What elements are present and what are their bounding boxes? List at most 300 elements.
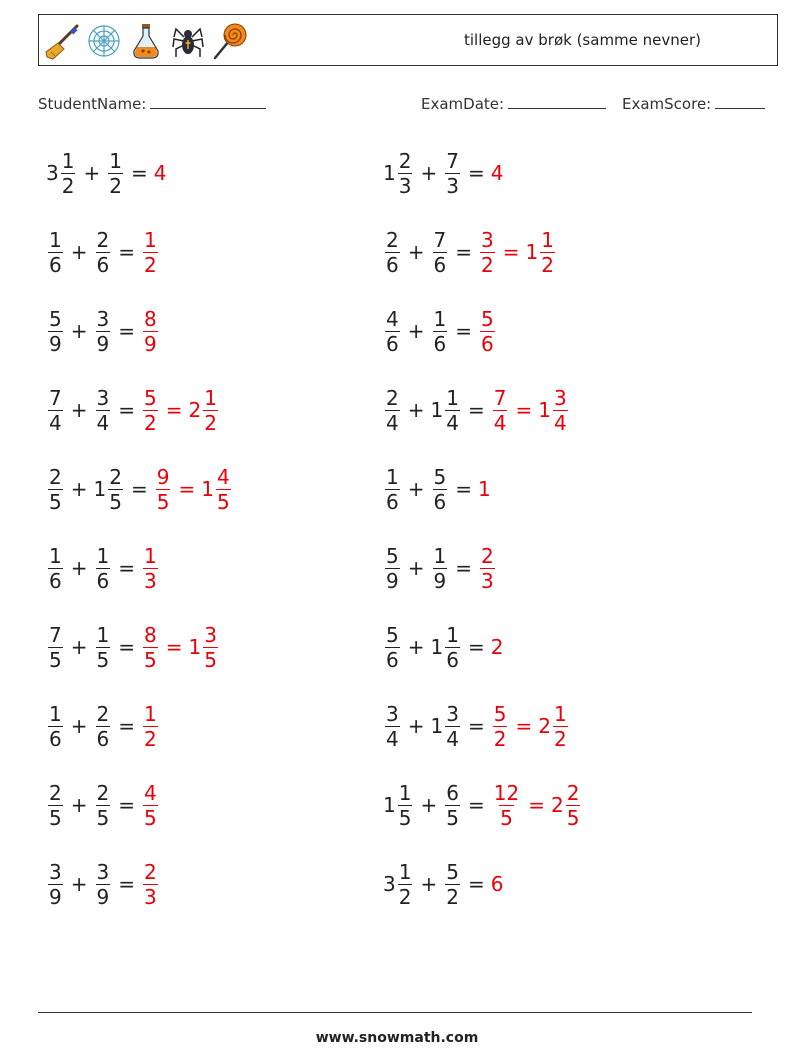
addend-a-denominator: 5 <box>49 489 62 514</box>
addend-a-denominator: 4 <box>49 410 62 435</box>
addend-a-numerator: 7 <box>49 385 62 410</box>
answer-part-denominator: 6 <box>481 331 494 356</box>
answer-part-denominator: 3 <box>144 568 157 593</box>
answer-part-fraction <box>493 781 520 830</box>
addend-a-denominator: 5 <box>49 647 62 672</box>
problem-row <box>46 380 220 440</box>
addend-a-numerator: 5 <box>386 622 399 647</box>
problem-row <box>383 380 570 440</box>
addend-b-denominator: 2 <box>446 884 459 909</box>
answer-equals-sign: = <box>515 398 533 422</box>
plus-sign: + <box>420 872 438 896</box>
addend-a-fraction <box>48 860 63 909</box>
answer-part-whole: 2 <box>538 714 551 738</box>
answer <box>478 228 557 277</box>
addend-a-fraction <box>385 702 400 751</box>
problem-row <box>383 222 557 282</box>
equals-sign: = <box>467 635 485 659</box>
problem-row <box>383 775 582 835</box>
addend-b-numerator: 7 <box>446 148 459 173</box>
addend-b-denominator: 5 <box>96 805 110 830</box>
problem-row <box>46 696 160 756</box>
problem-row <box>46 775 160 835</box>
equals-sign: = <box>467 872 485 896</box>
addend-b-fraction <box>445 623 460 672</box>
spiderweb-icon <box>86 21 122 61</box>
lollipop-icon <box>212 21 248 61</box>
addend-a-numerator: 5 <box>49 306 62 331</box>
equals-sign: = <box>118 635 135 659</box>
plus-sign: + <box>407 477 425 501</box>
addend-a-denominator: 6 <box>386 647 399 672</box>
exam-date-blank[interactable] <box>508 94 606 109</box>
addend-b-fraction <box>433 465 448 514</box>
answer-part-whole: 4 <box>153 161 167 185</box>
equals-sign: = <box>467 714 485 738</box>
answer-part-numerator: 2 <box>566 780 580 805</box>
answer-part-whole: 2 <box>550 793 564 817</box>
addend-a-fraction <box>385 544 400 593</box>
answer-part-numerator: 5 <box>481 306 494 331</box>
answer-part-numerator: 4 <box>144 780 157 805</box>
spider-icon <box>170 21 206 61</box>
addend-b-denominator: 9 <box>433 568 447 593</box>
addend-b-whole: 1 <box>430 714 444 738</box>
plus-sign: + <box>407 240 425 264</box>
addend-a-numerator: 3 <box>386 701 399 726</box>
addend-b-numerator: 2 <box>96 701 110 726</box>
addend-b-fraction <box>96 623 111 672</box>
answer-part-denominator: 4 <box>493 410 507 435</box>
problem-row <box>383 854 503 914</box>
answer-part-numerator: 1 <box>553 701 567 726</box>
answer-part-whole: 2 <box>188 398 202 422</box>
addend-b-numerator: 1 <box>109 148 122 173</box>
answer-part-numerator: 8 <box>144 622 157 647</box>
addend-a-numerator: 1 <box>398 859 412 884</box>
addend-b-denominator: 3 <box>446 173 459 198</box>
answer-part-fraction <box>143 781 158 830</box>
addend-b-denominator: 6 <box>96 568 110 593</box>
addend-a-numerator: 2 <box>386 385 399 410</box>
addend-a-fraction <box>48 228 63 277</box>
equals-sign: = <box>467 793 485 817</box>
answer-part-fraction <box>216 465 231 514</box>
addend-a-denominator: 6 <box>49 568 62 593</box>
answer-part-denominator: 2 <box>204 410 217 435</box>
equals-sign: = <box>118 398 135 422</box>
addend-b-numerator: 3 <box>96 859 110 884</box>
addend-b-numerator: 1 <box>96 543 110 568</box>
addend-a-numerator: 5 <box>386 543 399 568</box>
answer-part-numerator: 3 <box>204 622 217 647</box>
worksheet-header <box>38 14 778 66</box>
answer-part-numerator: 5 <box>144 385 157 410</box>
plus-sign: + <box>70 240 88 264</box>
answer-equals-sign: = <box>165 635 183 659</box>
plus-sign: + <box>70 319 88 343</box>
addend-a-denominator: 6 <box>49 252 62 277</box>
answer <box>154 465 233 514</box>
answer-part-fraction <box>203 623 218 672</box>
plus-sign: + <box>70 635 88 659</box>
answer-part-fraction <box>143 307 158 356</box>
addend-a-fraction <box>398 149 413 198</box>
addend-b-denominator: 5 <box>96 647 110 672</box>
addend-b-numerator: 1 <box>446 385 459 410</box>
answer-part-fraction <box>566 781 581 830</box>
addend-b-denominator: 4 <box>446 410 459 435</box>
plus-sign: + <box>70 477 88 501</box>
addend-a-fraction <box>48 623 63 672</box>
answer-part-fraction <box>480 228 495 277</box>
student-name-blank[interactable] <box>150 94 266 109</box>
answer <box>478 544 497 593</box>
answer-part-numerator: 1 <box>541 227 554 252</box>
answer <box>491 872 504 896</box>
answer-part-fraction <box>143 702 158 751</box>
addend-b-denominator: 4 <box>446 726 459 751</box>
answer-part-numerator: 12 <box>493 780 520 805</box>
equals-sign: = <box>118 240 135 264</box>
answer-part-denominator: 2 <box>144 726 157 751</box>
equals-sign: = <box>118 556 135 580</box>
answer-part-denominator: 3 <box>481 568 494 593</box>
answer-part-numerator: 9 <box>156 464 170 489</box>
addend-b-numerator: 1 <box>433 306 447 331</box>
answer-part-fraction <box>493 702 508 751</box>
addend-b-numerator: 2 <box>109 464 122 489</box>
addend-a-numerator: 2 <box>49 464 62 489</box>
plus-sign: + <box>70 398 88 422</box>
addend-a-fraction <box>48 781 63 830</box>
equals-sign: = <box>455 556 472 580</box>
addend-a-numerator: 1 <box>61 148 75 173</box>
addend-b-denominator: 6 <box>433 489 447 514</box>
answer <box>141 860 160 909</box>
addend-a-fraction <box>385 386 400 435</box>
answer-part-fraction <box>480 544 495 593</box>
plus-sign: + <box>420 161 438 185</box>
addend-a-denominator: 9 <box>49 331 62 356</box>
equals-sign: = <box>455 240 472 264</box>
plus-sign: + <box>70 793 88 817</box>
answer-part-denominator: 5 <box>144 805 157 830</box>
addend-a-numerator: 3 <box>49 859 62 884</box>
student-name-label: StudentName: <box>38 95 147 113</box>
exam-score-label: ExamScore: <box>622 95 712 113</box>
addend-b-denominator: 5 <box>109 489 122 514</box>
addend-b-denominator: 6 <box>433 252 447 277</box>
equals-sign: = <box>130 161 148 185</box>
addend-a-fraction <box>398 781 413 830</box>
answer-part-numerator: 3 <box>481 227 494 252</box>
answer-part-denominator: 3 <box>144 884 157 909</box>
answer <box>141 307 160 356</box>
problem-row <box>46 538 160 598</box>
addend-b-fraction <box>96 386 111 435</box>
addend-b-fraction <box>108 149 123 198</box>
addend-a-numerator: 1 <box>49 227 62 252</box>
answer-part-numerator: 8 <box>144 306 157 331</box>
answer-equals-sign: = <box>515 714 533 738</box>
addend-b-fraction <box>433 228 448 277</box>
plus-sign: + <box>83 161 101 185</box>
addend-a-denominator: 6 <box>49 726 62 751</box>
problem-row <box>46 854 160 914</box>
answer-part-denominator: 9 <box>144 331 157 356</box>
problem-row <box>383 696 570 756</box>
addend-a-fraction <box>398 860 413 909</box>
problem-row <box>383 143 503 203</box>
addend-a-numerator: 7 <box>49 622 62 647</box>
addend-a-denominator: 9 <box>49 884 62 909</box>
answer-part-denominator: 5 <box>144 647 157 672</box>
plus-sign: + <box>70 714 88 738</box>
exam-date-label: ExamDate: <box>421 95 505 113</box>
addend-b-fraction <box>433 307 448 356</box>
addend-b-numerator: 1 <box>446 622 459 647</box>
answer <box>478 307 497 356</box>
answer-part-denominator: 4 <box>553 410 567 435</box>
answer-part-fraction <box>143 623 158 672</box>
problem-row <box>46 459 233 519</box>
addend-a-denominator: 3 <box>398 173 412 198</box>
answer <box>141 702 160 751</box>
addend-a-denominator: 5 <box>398 805 412 830</box>
broom-icon <box>44 21 80 61</box>
addend-b-fraction <box>445 386 460 435</box>
answer <box>491 635 504 659</box>
addend-b-denominator: 6 <box>96 252 110 277</box>
plus-sign: + <box>407 319 425 343</box>
exam-score-blank[interactable] <box>715 94 765 109</box>
addend-b-numerator: 3 <box>96 385 110 410</box>
problem-row <box>383 459 491 519</box>
addend-b-numerator: 3 <box>446 701 459 726</box>
answer-part-denominator: 5 <box>566 805 580 830</box>
addend-b-denominator: 4 <box>96 410 110 435</box>
answer-part-fraction <box>480 307 495 356</box>
addend-a-fraction <box>385 465 400 514</box>
answer <box>491 161 504 185</box>
addend-a-fraction <box>48 544 63 593</box>
potion-icon <box>128 21 164 61</box>
equals-sign: = <box>467 398 485 422</box>
addend-b-denominator: 9 <box>96 884 110 909</box>
answer-part-denominator: 5 <box>156 489 170 514</box>
exam-date-field[interactable] <box>421 94 606 113</box>
addend-b-fraction <box>445 149 460 198</box>
addend-a-denominator: 2 <box>61 173 75 198</box>
addend-a-whole: 3 <box>46 161 59 185</box>
equals-sign: = <box>455 477 472 501</box>
addend-b-numerator: 5 <box>433 464 447 489</box>
addend-a-whole: 1 <box>383 161 396 185</box>
addend-a-fraction <box>61 149 76 198</box>
addend-b-denominator: 6 <box>96 726 110 751</box>
addend-a-fraction <box>48 307 63 356</box>
addend-b-numerator: 1 <box>433 543 447 568</box>
answer <box>491 781 583 830</box>
answer-part-numerator: 4 <box>216 464 230 489</box>
answer-part-numerator: 2 <box>481 543 494 568</box>
equals-sign: = <box>467 161 485 185</box>
exam-score-field[interactable] <box>622 94 765 113</box>
addend-a-numerator: 2 <box>49 780 62 805</box>
answer-part-denominator: 2 <box>541 252 554 277</box>
footer-divider <box>38 1012 752 1013</box>
answer-part-whole: 1 <box>525 240 539 264</box>
addend-a-denominator: 2 <box>398 884 412 909</box>
answer <box>141 544 160 593</box>
addend-a-denominator: 6 <box>386 331 399 356</box>
answer <box>141 386 220 435</box>
answer-part-fraction <box>143 228 158 277</box>
plus-sign: + <box>420 793 438 817</box>
answer-part-denominator: 2 <box>553 726 567 751</box>
addend-a-numerator: 2 <box>398 148 412 173</box>
equals-sign: = <box>130 477 148 501</box>
answer-part-denominator: 2 <box>144 252 157 277</box>
addend-a-whole: 1 <box>383 793 396 817</box>
problem-row <box>46 143 166 203</box>
student-name-field[interactable] <box>38 94 266 113</box>
addend-b-numerator: 2 <box>96 780 110 805</box>
answer-part-whole: 2 <box>490 635 504 659</box>
addend-b-fraction <box>445 860 460 909</box>
answer <box>491 702 570 751</box>
answer-part-fraction <box>540 228 555 277</box>
addend-b-whole: 1 <box>430 635 444 659</box>
addend-b-whole: 1 <box>430 398 444 422</box>
addend-b-fraction <box>445 702 460 751</box>
answer-part-denominator: 2 <box>144 410 157 435</box>
problem-row <box>46 301 160 361</box>
header-icons <box>44 21 248 61</box>
answer-part-fraction <box>203 386 218 435</box>
answer-part-fraction <box>156 465 171 514</box>
answer-part-whole: 1 <box>478 477 491 501</box>
addend-b-denominator: 5 <box>446 805 459 830</box>
answer-part-fraction <box>143 386 158 435</box>
answer-part-whole: 1 <box>201 477 214 501</box>
answer <box>491 386 570 435</box>
addend-b-numerator: 7 <box>433 227 447 252</box>
problem-row <box>383 617 503 677</box>
answer <box>154 161 167 185</box>
addend-b-denominator: 9 <box>96 331 110 356</box>
addend-a-denominator: 5 <box>49 805 62 830</box>
answer-part-denominator: 2 <box>481 252 494 277</box>
addend-b-fraction <box>96 702 111 751</box>
answer-part-denominator: 5 <box>204 647 217 672</box>
plus-sign: + <box>70 872 88 896</box>
answer-equals-sign: = <box>528 793 545 817</box>
plus-sign: + <box>407 635 425 659</box>
addend-a-denominator: 6 <box>386 489 399 514</box>
answer <box>141 781 160 830</box>
answer-part-fraction <box>143 544 158 593</box>
addend-a-fraction <box>385 623 400 672</box>
addend-a-numerator: 2 <box>386 227 399 252</box>
addend-a-fraction <box>48 465 63 514</box>
addend-b-denominator: 6 <box>433 331 447 356</box>
plus-sign: + <box>407 556 425 580</box>
addend-a-fraction <box>385 307 400 356</box>
answer <box>141 228 160 277</box>
addend-b-numerator: 1 <box>96 622 110 647</box>
answer-part-numerator: 5 <box>493 701 507 726</box>
addend-b-denominator: 6 <box>446 647 459 672</box>
addend-b-numerator: 3 <box>96 306 110 331</box>
answer-part-numerator: 1 <box>204 385 217 410</box>
answer-part-numerator: 1 <box>144 543 157 568</box>
plus-sign: + <box>407 714 425 738</box>
answer <box>478 477 491 501</box>
answer-part-fraction <box>553 702 568 751</box>
answer <box>141 623 220 672</box>
problem-row <box>383 538 497 598</box>
equals-sign: = <box>455 319 472 343</box>
addend-a-fraction <box>48 702 63 751</box>
equals-sign: = <box>118 872 135 896</box>
answer-part-whole: 4 <box>490 161 504 185</box>
addend-a-denominator: 4 <box>386 726 399 751</box>
answer-part-fraction <box>143 860 158 909</box>
addend-b-denominator: 2 <box>109 173 122 198</box>
equals-sign: = <box>118 319 135 343</box>
addend-b-fraction <box>445 781 460 830</box>
problem-row <box>46 617 220 677</box>
addend-a-whole: 3 <box>383 872 396 896</box>
answer-equals-sign: = <box>502 240 520 264</box>
answer-part-fraction <box>553 386 568 435</box>
answer-part-denominator: 2 <box>493 726 507 751</box>
answer-part-fraction <box>493 386 508 435</box>
answer-part-whole: 6 <box>490 872 504 896</box>
answer-part-numerator: 1 <box>144 227 157 252</box>
answer-part-denominator: 5 <box>216 489 230 514</box>
addend-b-numerator: 5 <box>446 859 459 884</box>
answer-equals-sign: = <box>165 398 183 422</box>
equals-sign: = <box>118 793 135 817</box>
answer-part-denominator: 5 <box>500 805 513 830</box>
answer-part-numerator: 2 <box>144 859 157 884</box>
addend-b-fraction <box>96 307 111 356</box>
answer-part-whole: 1 <box>538 398 551 422</box>
addend-a-numerator: 1 <box>386 464 399 489</box>
addend-a-fraction <box>48 386 63 435</box>
equals-sign: = <box>118 714 135 738</box>
addend-a-numerator: 1 <box>49 701 62 726</box>
answer-equals-sign: = <box>178 477 196 501</box>
addend-a-numerator: 4 <box>386 306 399 331</box>
addend-b-fraction <box>96 228 111 277</box>
addend-b-whole: 1 <box>93 477 107 501</box>
addend-b-fraction <box>433 544 448 593</box>
addend-a-denominator: 4 <box>386 410 399 435</box>
addend-a-denominator: 6 <box>386 252 399 277</box>
addend-b-fraction <box>96 860 111 909</box>
addend-a-numerator: 1 <box>398 780 412 805</box>
addend-b-numerator: 2 <box>96 227 110 252</box>
worksheet-title: tillegg av brøk (samme nevner) <box>464 31 702 49</box>
plus-sign: + <box>407 398 425 422</box>
addend-a-fraction <box>385 228 400 277</box>
addend-b-fraction <box>108 465 123 514</box>
answer-part-numerator: 7 <box>493 385 507 410</box>
